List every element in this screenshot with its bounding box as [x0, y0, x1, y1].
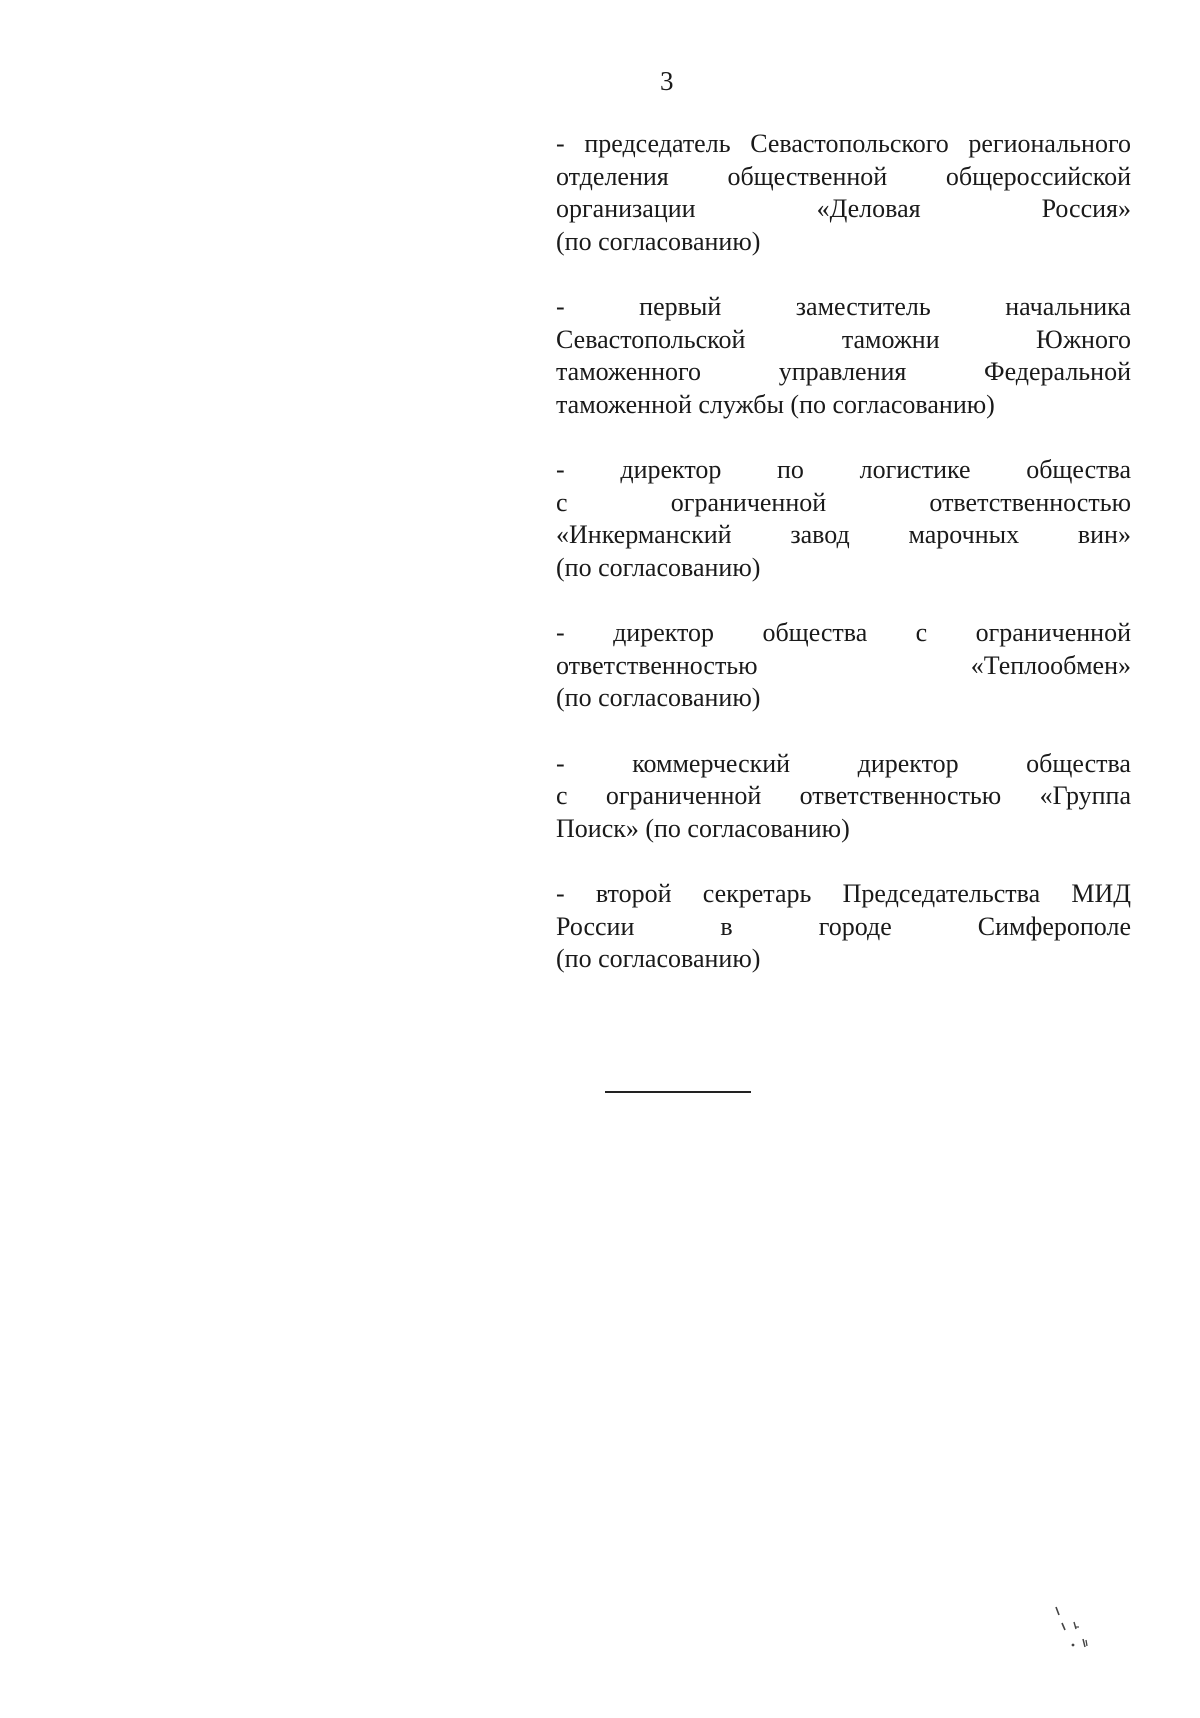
entry-line: - коммерческий директор общества	[556, 748, 1131, 778]
entry-line: - первый заместитель начальника	[556, 292, 1131, 321]
entry-line: «Инкерманский завод марочных вин»	[556, 520, 1131, 549]
entry-line: таможенного управления Федеральной	[556, 357, 1131, 386]
entry-line: - председатель Севастопольского регионального	[556, 129, 1131, 158]
list-item	[556, 878, 1131, 976]
list-item	[556, 617, 1131, 715]
entry-line: - второй секретарь Председательства МИД	[556, 879, 1131, 908]
entry-line: ответственностью «Теплообмен»	[556, 650, 1131, 680]
entry-line: - директор общества с ограниченной	[556, 618, 1131, 647]
entry-line: отделения общественной общероссийской	[556, 161, 1131, 191]
stray-marks	[1050, 1605, 1120, 1695]
entry-line: (по согласованию)	[556, 944, 761, 973]
entry-line: таможенной службы (по согласованию)	[556, 389, 995, 419]
list-item	[556, 748, 1131, 846]
list-item	[556, 454, 1131, 584]
entry-line: России в городе Симферополе	[556, 911, 1131, 941]
entry-line: (по согласованию)	[556, 683, 761, 712]
entry-line: (по согласованию)	[556, 552, 761, 582]
entry-line: Поиск» (по согласованию)	[556, 813, 850, 843]
list-item	[556, 128, 1131, 258]
member-list	[556, 128, 1131, 1009]
entry-line: - директор по логистике общества	[556, 455, 1131, 484]
end-separator-line	[605, 1091, 751, 1093]
entry-line: Севастопольской таможни Южного	[556, 324, 1131, 354]
entry-line: с ограниченной ответственностью	[556, 487, 1131, 517]
list-item	[556, 291, 1131, 421]
page-number: 3	[660, 66, 674, 96]
entry-line: организации «Деловая Россия»	[556, 194, 1131, 223]
entry-line: с ограниченной ответственностью «Группа	[556, 781, 1131, 810]
entry-line: (по согласованию)	[556, 226, 761, 256]
